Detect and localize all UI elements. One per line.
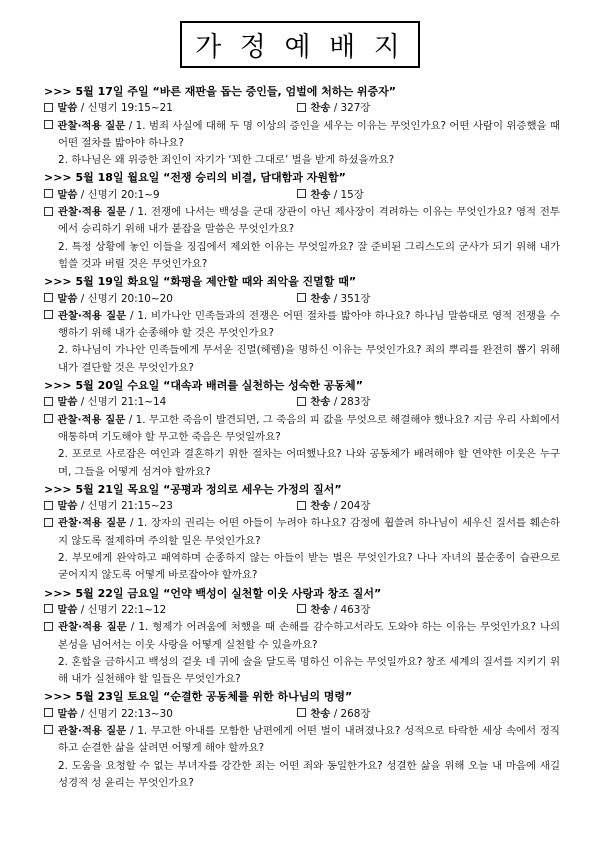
separator: / <box>80 707 85 720</box>
separator: / <box>80 500 85 513</box>
separator: / <box>129 517 134 530</box>
entry-header <box>44 83 560 100</box>
entry-title: “전쟁 승리의 비결, 담대함과 자원함” <box>163 171 346 185</box>
scripture-label: 말씀 <box>57 707 78 720</box>
scripture-hymn-row <box>44 291 560 308</box>
hymn-cell <box>297 291 370 308</box>
separator: / <box>129 309 134 322</box>
entry-header <box>44 169 560 186</box>
question-label: 관찰·적용 질문 <box>58 621 127 634</box>
question-1-text: 1. 전쟁에 나서는 백성을 군대 장관이 아닌 제사장이 격려하는 이유는 무엇인가요? 영적 전투에서 승리하기 위해 내가 붙잡을 말씀은 무엇인가요? <box>58 206 560 236</box>
scripture-label: 말씀 <box>57 188 78 201</box>
question-checkbox[interactable] <box>44 725 53 734</box>
scripture-cell <box>44 394 297 411</box>
separator: / <box>80 396 85 409</box>
worship-entry <box>44 377 560 481</box>
scripture-hymn-row <box>44 394 560 411</box>
entry-date: 5월 23일 <box>75 690 124 704</box>
question-1 <box>44 619 560 654</box>
question-checkbox[interactable] <box>44 518 53 527</box>
worship-entry <box>44 169 560 273</box>
entry-date: 5월 17일 <box>75 85 124 98</box>
scripture-label: 말씀 <box>57 292 78 305</box>
worship-entry <box>44 83 560 169</box>
separator: / <box>333 603 338 616</box>
question-2 <box>44 654 560 689</box>
entry-date: 5월 21일 <box>75 482 124 496</box>
separator: / <box>129 724 134 737</box>
separator: / <box>80 102 85 115</box>
entry-title: “언약 백성이 실천할 이웃 사랑과 창조 질서” <box>163 586 382 600</box>
separator: / <box>333 292 338 305</box>
question-2-text: 2. 하나님은 왜 위증한 죄인이 자기가 ‘꾀한 그대로’ 벌을 받게 하셨을까요? <box>58 154 395 167</box>
scripture-hymn-row <box>44 187 560 204</box>
question-label: 관찰·적용 질문 <box>57 413 126 426</box>
scripture-hymn-row <box>44 498 560 515</box>
hymn-number: 463장 <box>340 603 371 616</box>
hymn-checkbox[interactable] <box>297 189 306 198</box>
separator: / <box>80 603 85 616</box>
question-checkbox[interactable] <box>44 120 53 129</box>
question-checkbox[interactable] <box>44 310 53 319</box>
page-title: 가 정 예 배 지 <box>195 32 405 63</box>
hymn-cell <box>297 394 370 411</box>
scripture-label: 말씀 <box>57 603 78 616</box>
hymn-cell <box>297 602 370 619</box>
entry-date: 5월 20일 <box>75 379 124 393</box>
scripture-label: 말씀 <box>57 102 78 115</box>
question-1 <box>44 723 560 758</box>
question-2-text: 2. 특정 상황에 놓인 이들을 징집에서 제외한 이유는 무엇일까요? 잘 준비된 그리스도의 군사가 되기 위해 내가 힘쓸 것과 버릴 것은 무엇인가요? <box>58 240 560 270</box>
question-checkbox[interactable] <box>44 622 53 631</box>
scripture-label: 말씀 <box>57 396 78 409</box>
separator: / <box>333 500 338 513</box>
entry-title: “화평을 제안할 때와 죄악을 진멸할 때” <box>163 275 357 289</box>
scripture-hymn-row <box>44 602 560 619</box>
entry-marker: >>> <box>44 690 72 704</box>
question-1 <box>44 204 560 239</box>
hymn-number: 327장 <box>340 102 371 115</box>
scripture-checkbox[interactable] <box>44 604 53 613</box>
hymn-label: 찬송 <box>310 188 331 201</box>
entry-day: 금요일 <box>127 586 160 600</box>
entry-marker: >>> <box>44 171 72 185</box>
worship-entry <box>44 273 560 377</box>
hymn-number: 204장 <box>340 500 371 513</box>
entry-date: 5월 22일 <box>75 586 124 600</box>
question-2-text: 2. 포로로 사로잡은 여인과 결혼하기 위한 절차는 어떠했나요? 나와 공동체가 배려해야 할 연약한 이웃은 누구며, 그들을 어떻게 섬겨야 할까요? <box>58 448 560 478</box>
question-1 <box>44 515 560 550</box>
worship-entry <box>44 481 560 585</box>
scripture-cell <box>44 602 297 619</box>
hymn-cell <box>297 706 370 723</box>
entry-marker: >>> <box>44 275 72 289</box>
entry-day: 수요일 <box>127 379 160 393</box>
hymn-label: 찬송 <box>310 603 331 616</box>
scripture-reference: 신명기 19:15~21 <box>87 102 173 115</box>
worship-entry <box>44 585 560 689</box>
separator: / <box>333 707 338 720</box>
hymn-checkbox[interactable] <box>297 501 306 510</box>
separator: / <box>80 188 85 201</box>
entry-day: 주일 <box>127 85 149 98</box>
separator: / <box>130 621 135 634</box>
scripture-reference: 신명기 22:1~12 <box>87 603 167 616</box>
question-1-text: 1. 무고한 죽음이 발견되면, 그 죽음의 피 값을 무엇으로 해결해야 했나요? 지금 우리 사회에서 애통하며 기도해야 할 무고한 죽음은 무엇일까요? <box>58 413 560 443</box>
entry-marker: >>> <box>44 482 72 496</box>
scripture-cell <box>44 187 297 204</box>
hymn-number: 351장 <box>340 292 371 305</box>
hymn-number: 268장 <box>340 707 371 720</box>
scripture-reference: 신명기 22:13~30 <box>87 707 173 720</box>
question-1-text: 1. 장자의 권리는 어떤 아들이 누려야 하나요? 감정에 휩쓸려 하나님이 세우신 질서를 훼손하지 않도록 절제하며 주의할 일은 무엇인가요? <box>58 517 560 547</box>
hymn-checkbox[interactable] <box>297 397 306 406</box>
separator: / <box>333 396 338 409</box>
hymn-checkbox[interactable] <box>297 103 306 112</box>
question-2 <box>44 152 560 169</box>
entry-title: “바른 재판을 돕는 증인들, 엄벌에 처하는 위증자” <box>152 85 397 98</box>
question-2 <box>44 550 560 585</box>
separator: / <box>333 102 338 115</box>
scripture-reference: 신명기 20:1~9 <box>87 188 160 201</box>
question-1-text: 1. 무고한 아내를 모함한 남편에게 어떤 벌이 내려졌나요? 성적으로 타락한 세상 속에서 정직하고 순결한 삶을 살려면 어떻게 해야 할까요? <box>58 724 560 755</box>
scripture-checkbox[interactable] <box>44 103 53 112</box>
question-2-text: 2. 하나님이 가나안 민족들에게 무서운 진멸(헤렘)을 명하신 이유는 무엇인가요? 죄의 뿌리를 완전히 뽑기 위해 내가 결단할 것은 무엇인가요? <box>58 344 560 374</box>
question-1 <box>44 118 560 153</box>
scripture-checkbox[interactable] <box>44 708 53 717</box>
hymn-number: 15장 <box>340 188 364 201</box>
question-label: 관찰·적용 질문 <box>57 309 127 322</box>
scripture-checkbox[interactable] <box>44 293 53 302</box>
entry-day: 화요일 <box>127 275 160 289</box>
scripture-cell <box>44 100 297 117</box>
scripture-cell <box>44 291 297 308</box>
scripture-checkbox[interactable] <box>44 397 53 406</box>
entry-day: 월요일 <box>127 171 160 185</box>
question-2-text: 2. 혼합을 금하시고 백성의 겉옷 네 귀에 술을 달도록 명하신 이유는 무엇일까요? 창조 세계의 질서를 지키기 위해 내가 실천해야 할 일들은 무엇인가요? <box>58 655 560 686</box>
entry-marker: >>> <box>44 586 72 600</box>
entry-date: 5월 18일 <box>75 171 124 185</box>
entry-marker: >>> <box>44 379 72 393</box>
question-label: 관찰·적용 질문 <box>57 724 127 737</box>
hymn-cell <box>297 100 370 117</box>
hymn-cell <box>297 187 364 204</box>
hymn-checkbox[interactable] <box>297 604 306 613</box>
entry-header <box>44 377 560 394</box>
scripture-checkbox[interactable] <box>44 189 53 198</box>
hymn-label: 찬송 <box>310 292 331 305</box>
title-box <box>180 21 420 68</box>
scripture-hymn-row <box>44 100 560 117</box>
entry-header <box>44 688 560 705</box>
question-label: 관찰·적용 질문 <box>57 517 127 530</box>
question-2-text: 2. 부모에게 완악하고 패역하며 순종하지 않는 아들이 받는 벌은 무엇인가요? 나나 자녀의 불순종이 습관으로 굳어지지 않도록 어떻게 바로잡아야 할까요? <box>58 552 560 582</box>
worship-entry <box>44 688 560 792</box>
hymn-cell <box>297 498 370 515</box>
question-label: 관찰·적용 질문 <box>57 206 127 219</box>
question-1-text: 1. 형제가 어려움에 처했을 때 손해를 감수하고서라도 도와야 하는 이유는 무엇인가요? 나의 본성을 넘어서는 이웃 사랑을 어떻게 실천할 수 있을까요? <box>58 621 561 651</box>
entry-header <box>44 481 560 498</box>
question-1 <box>44 308 560 343</box>
entry-title: “대속과 배려를 실천하는 성숙한 공동체” <box>163 379 363 393</box>
entry-header <box>44 585 560 602</box>
separator: / <box>128 119 133 132</box>
hymn-checkbox[interactable] <box>297 293 306 302</box>
entry-date: 5월 19일 <box>75 275 124 289</box>
entry-day: 토요일 <box>127 690 160 704</box>
separator: / <box>129 206 134 219</box>
scripture-reference: 신명기 21:1~14 <box>87 396 167 409</box>
entry-header <box>44 273 560 290</box>
scripture-cell <box>44 498 297 515</box>
hymn-checkbox[interactable] <box>297 708 306 717</box>
question-checkbox[interactable] <box>44 207 53 216</box>
question-1-text: 1. 범죄 사실에 대해 두 명 이상의 증인을 세우는 이유는 무엇인가요? 어떤 사람이 위증했을 때 어떤 절차를 밟아야 하나요? <box>58 119 560 149</box>
scripture-checkbox[interactable] <box>44 501 53 510</box>
question-2 <box>44 342 560 377</box>
scripture-label: 말씀 <box>57 500 78 513</box>
scripture-reference: 신명기 20:10~20 <box>87 292 173 305</box>
question-2-text: 2. 도움을 요청할 수 없는 부녀자를 강간한 죄는 어떤 죄와 동일한가요? 성결한 삶을 위해 오늘 내 마음에 새길 성경적 성 윤리는 무엇인가요? <box>58 759 560 789</box>
scripture-hymn-row <box>44 706 560 723</box>
hymn-label: 찬송 <box>310 707 331 720</box>
scripture-reference: 신명기 21:15~23 <box>87 500 173 513</box>
separator: / <box>80 292 85 305</box>
question-label: 관찰·적용 질문 <box>57 119 126 132</box>
entry-day: 목요일 <box>127 482 160 496</box>
question-checkbox[interactable] <box>44 414 53 423</box>
hymn-label: 찬송 <box>310 500 331 513</box>
entry-title: “순결한 공동체를 위한 하나님의 명령” <box>163 690 353 704</box>
question-1-text: 1. 비가나안 민족들과의 전쟁은 어떤 절차를 밟아야 하나요? 하나님 말씀대로 영적 전쟁을 수행하기 위해 내가 순종해야 할 것은 무엇인가요? <box>58 309 560 340</box>
question-2 <box>44 446 560 481</box>
separator: / <box>128 413 133 426</box>
hymn-label: 찬송 <box>310 396 331 409</box>
entry-marker: >>> <box>44 85 72 98</box>
separator: / <box>333 188 338 201</box>
question-2 <box>44 239 560 274</box>
hymn-label: 찬송 <box>310 102 331 115</box>
hymn-number: 283장 <box>340 396 371 409</box>
worship-entries-list <box>44 83 560 792</box>
scripture-cell <box>44 706 297 723</box>
entry-title: “공평과 정의로 세우는 가정의 질서” <box>163 482 342 496</box>
question-1 <box>44 412 560 447</box>
question-2 <box>44 758 560 793</box>
